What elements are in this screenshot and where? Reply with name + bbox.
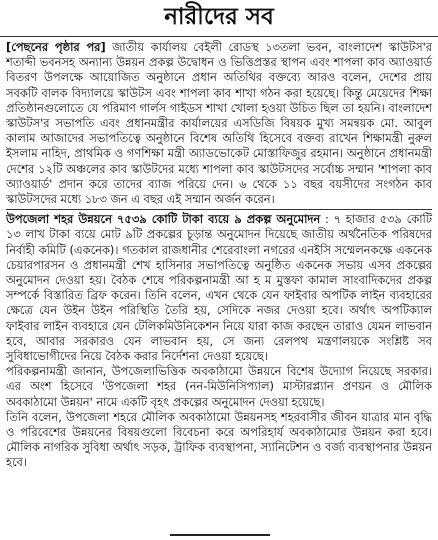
paragraph-4: তিনি বলেন, উপজেলা শহরে মৌলিক অবকাঠামো উন্নয়নসহ শহরবাসীর জীবন যাত্রার মান বৃদ্ধি ও পরিবেশের উন্নয়নের বিষয়গুলো বিবেচনা করে অপরিহার্য অবকাঠামোর উন্নয়ন করা হবে। মৌলিক নাগরিক সুবিধা অর্থাৎ সড়ক, ট্রাফিক ব্যবস্থাপনা, স্যানিটেশন ও বর্জ্য ব্যবস্থাপনার উন্নয়ন হবে।: [6, 409, 432, 470]
title-rule: [0, 36, 438, 37]
section-divider: [6, 209, 432, 210]
paragraph-3: পরিকল্পনামন্ত্রী জানান, উপজেলাভিত্তিক অবকাঠামো উন্নয়নে বিশেষ উদ্যোগ নিয়েছে সরকার। এর অংশ হিসেবে 'উপজেলা শহর (নন-মিউনিসিপ্যাল) মাস্টারপ্ল্যান প্রণয়ন ও মৌলিক অবকাঠামো উন্নয়ন' নামে একটি বৃহৎ প্রকল্পের অনুমোদন দেওয়া হয়েছে।: [6, 364, 432, 409]
paragraph-2-text: : ৭ হাজার ৫৩৯ কোটি ১৩ লাখ টাকা ব্যয়ে মোট ৯টি প্রকল্পের চূড়ান্ত অনুমোদন দিয়েছে জাতীয় অর্থনৈতিক পরিষদের নির্বাহী কমিটি (একনেক)। গতকাল রাজধানীর শেরেবাংলা নগরের এনইসি সম্মেলনকক্ষে একনেক চেয়ারপারসন ও প্রধানমন্ত্রী শেখ হাসিনার সভাপতিত্বে অনুষ্ঠিত একনেক সভায় এসব প্রকল্পের অনুমোদন দেওয়া হয়। বৈঠক শেষে পরিকল্পনামন্ত্রী আ হ ম মুস্তফা কামাল সাংবাদিকদের প্রকল্প সম্পর্কে বিস্তারিত ব্রিফ করেন। তিনি বলেন, এখন থেকে যেন ফাইবার অপটিক লাইন ব্যবহারের ক্ষেত্রে যেন উইন উইন পরিস্থিতি তৈরি হয়, সেদিকে নজর দেওয়া হবে। অর্থাৎ অপটিক্যাল ফাইবার লাইন ব্যবহারে যেন টেলিকমিউনিকেশন নিয়ে যারা কাজ করছেন তারাও যেমন লাভবান হবে, আবার সরকারও যেন লাভবান হয়, সে জন্য রেলপথ মন্ত্রণালয়কে সংশ্লিষ্ট সব সুবিধাভোগীদের নিয়ে বৈঠক করার নির্দেশনা দেওয়া হয়েছে।: [6, 212, 432, 364]
paragraph-1-text: জাতীয় কার্যালয় বেইলী রোডস্থ ১৩তলা ভবন, বাংলাদেশ স্কাউটস'র শতাব্দী ভবনসহ অন্যান্য উন্নয়ন প্রকল্প উদ্বোধন ও ভিত্তিপ্রস্তর স্থাপন এবং শাপলা কাব অ্যাওয়ার্ড বিতরণ উপলক্ষে আয়োজিত অনুষ্ঠানে প্রধান অতিথির বক্তব্যে আরও বলেন, দেশের প্রায় সবকটি বালক বিদ্যালয়ে স্কাউটস এবং শাপলা কাব শাখা গঠন করা হয়েছে। কিন্তু মেয়েদের শিক্ষা প্রতিষ্ঠানগুলোতে যে পরিমাণ গার্লস গাইডস শাখা খোলা হওয়া উচিত ছিল তা হয়নি। বাংলাদেশ স্কাউটস'র সভাপতি এবং প্রধানমন্ত্রীর কার্যালয়ের এসডিজি বিষয়ক মুখ্য সমন্বয়ক মো. আবুল কালাম আজাদের সভাপতিত্বে অনুষ্ঠানে বিশেষ অতিথি হিসেবে বক্তব্য রাখেন শিক্ষামন্ত্রী নুরুল ইসলাম নাহিদ, প্রাথমিক ও গণশিক্ষা মন্ত্রী অ্যাডভোকেট মোস্তাফিজুর রহমান। অনুষ্ঠানে প্রধানমন্ত্রী দেশের ১২টি অঞ্চলের কাব স্কাউটদের মধ্যে শাপলা কাব স্কাউটসদের সর্বোচ্চ সম্মান 'শাপলা কাব অ্যাওয়ার্ড' প্রদান করে তাদের ব্যাজ পরিয়ে দেন। ৬ থেকে ১১ বছর বয়সীদের সংগঠন কাব স্কাউটসদের মধ্যে ১৮৩ জন এ বছর এই সম্মান অর্জন করেন।: [6, 40, 432, 207]
paragraph-2: [6, 212, 432, 364]
continued-from-label: [পেছনের পৃষ্ঠার পর]: [6, 40, 106, 54]
paragraph-1: [6, 40, 432, 207]
section-subhead: উপজেলা শহর উন্নয়নে ৭৫৩৯ কোটি টাকা ব্যয়ে ৯ প্রকল্প অনুমোদন: [6, 212, 321, 227]
article-body: [6, 40, 432, 471]
page-title: নারীদের সব: [164, 3, 274, 30]
column-end-mark: [170, 534, 270, 540]
